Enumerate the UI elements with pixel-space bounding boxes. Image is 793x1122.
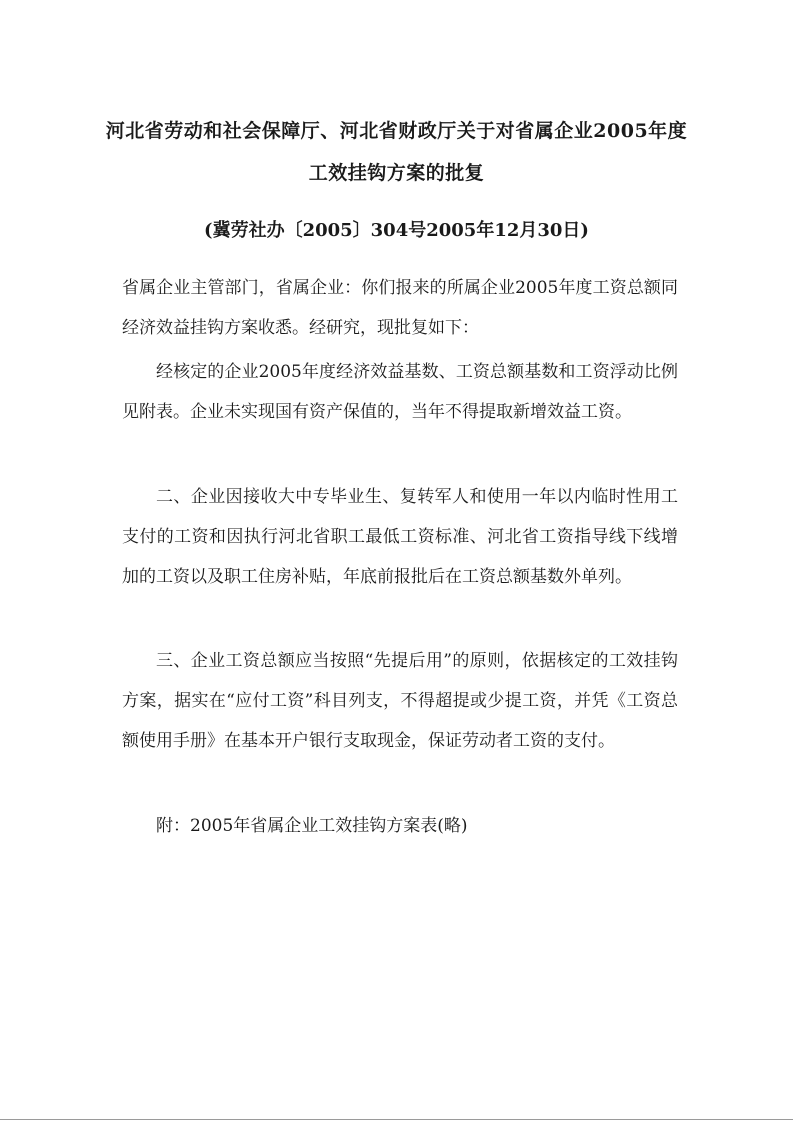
document-title-line-2: 工效挂钩方案的批复 [308, 162, 485, 184]
document-title-line-1: 河北省劳动和社会保障厅、河北省财政厅关于对省属企业2005年度 [105, 120, 688, 142]
body-paragraph-1: 经核定的企业2005年度经济效益基数、工资总额基数和工资浮动比例见附表。企业未实现国有资产保值的，当年不得提取新增效益工资。 [122, 362, 678, 422]
body-paragraph-2: 二、企业因接收大中专毕业生、复转军人和使用一年以内临时性用工支付的工资和因执行河北省职工最低工资标准、河北省工资指导线下线增加的工资以及职工住房补贴，年底前报批后在工资总额基数外单列。 [122, 487, 678, 587]
salutation-paragraph: 省属企业主管部门，省属企业：你们报来的所属企业2005年度工资总额同经济效益挂钩方案收悉。经研究，现批复如下： [122, 278, 678, 338]
document-number: (冀劳社办〔2005〕304号2005年12月30日) [204, 220, 589, 241]
attachment-note: 附：2005年省属企业工效挂钩方案表(略) [156, 816, 468, 836]
page-bottom-rule [0, 1119, 793, 1120]
body-paragraph-3: 三、企业工资总额应当按照“先提后用”的原则，依据核定的工效挂钩方案，据实在“应付工资”科目列支，不得超提或少提工资，并凭《工资总额使用手册》在基本开户银行支取现金，保证劳动者工资的支付。 [122, 651, 678, 751]
